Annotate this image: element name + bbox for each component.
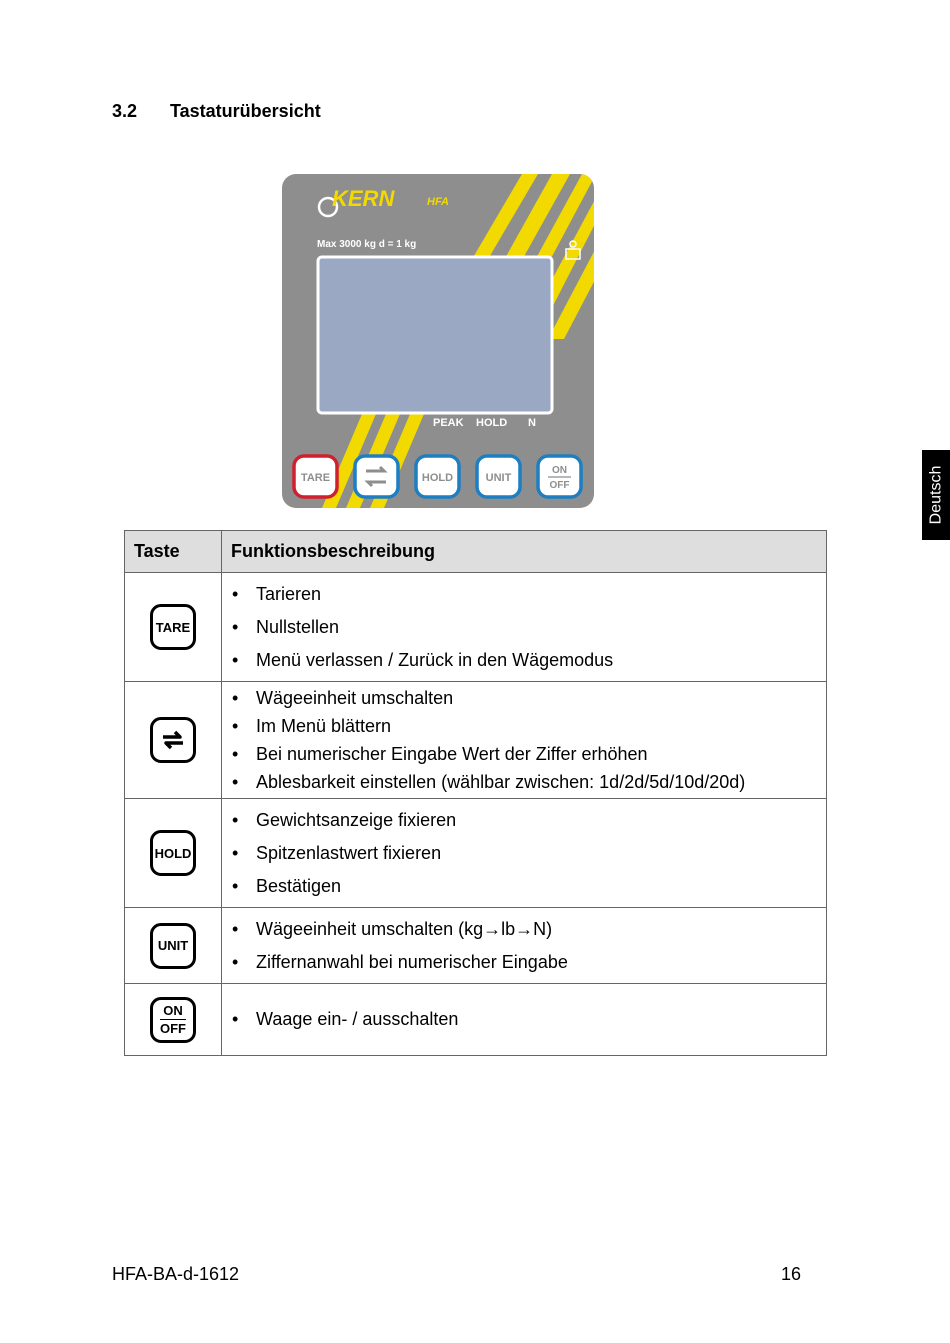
off-label: OFF xyxy=(160,1021,186,1036)
svg-text:ON: ON xyxy=(552,465,567,476)
list-item: • Waage ein- / ausschalten xyxy=(232,1003,816,1036)
section-title: Tastaturübersicht xyxy=(170,101,321,121)
column-header-key: Taste xyxy=(125,531,222,573)
list-item: • Im Menü blättern xyxy=(232,712,816,740)
language-label: Deutsch xyxy=(927,465,945,525)
section-heading xyxy=(112,101,321,122)
table-row xyxy=(125,984,827,1056)
language-side-tab xyxy=(922,450,950,540)
list-item: • Ziffernanwahl bei numerischer Eingabe xyxy=(232,946,816,979)
description-cell xyxy=(222,573,827,682)
list-item: • Tarieren xyxy=(232,578,816,611)
svg-text:KERN: KERN xyxy=(332,186,395,211)
on-label: ON xyxy=(160,1004,186,1020)
list-item: • Bei numerischer Eingabe Wert der Ziffer erhöhen xyxy=(232,740,816,768)
device-button-onoff xyxy=(538,456,581,497)
on-off-key-icon xyxy=(150,997,196,1043)
indicator-n: N xyxy=(528,417,536,429)
tare-key-icon: TARE xyxy=(150,604,196,650)
description-cell xyxy=(222,682,827,799)
table-row xyxy=(125,682,827,799)
list-item: • Wägeeinheit umschalten xyxy=(232,684,816,712)
device-button-toggle xyxy=(355,456,398,497)
device-button-tare xyxy=(294,456,337,497)
lcd-display xyxy=(318,257,552,413)
capacity-label: Max 3000 kg d = 1 kg xyxy=(317,239,417,250)
description-cell xyxy=(222,799,827,908)
list-item: • Spitzenlastwert fixieren xyxy=(232,837,816,870)
section-number: 3.2 xyxy=(112,101,138,121)
indicator-hold: HOLD xyxy=(476,417,508,429)
table-header-row xyxy=(125,531,827,573)
indicator-peak: PEAK xyxy=(433,417,464,429)
unit-key-icon: UNIT xyxy=(150,923,196,969)
description-cell xyxy=(222,984,827,1056)
toggle-arrows-key-icon xyxy=(150,717,196,763)
device-keypad-illustration xyxy=(282,174,594,508)
key-function-table xyxy=(124,530,827,1056)
list-item: • Ablesbarkeit einstellen (wählbar zwischen: 1d/2d/5d/10d/20d) xyxy=(232,768,816,796)
svg-text:OFF: OFF xyxy=(549,480,570,491)
device-button-hold xyxy=(416,456,459,497)
table-row xyxy=(125,908,827,984)
svg-text:HOLD: HOLD xyxy=(421,472,454,484)
key-cell xyxy=(125,908,222,984)
description-cell xyxy=(222,908,827,984)
key-cell xyxy=(125,573,222,682)
document-id: HFA-BA-d-1612 xyxy=(112,1264,240,1284)
key-cell xyxy=(125,799,222,908)
list-item: • Wägeeinheit umschalten (kg→lb→N) xyxy=(232,913,816,946)
svg-text:TARE: TARE xyxy=(300,472,331,484)
svg-text:UNIT: UNIT xyxy=(485,472,512,484)
column-header-description: Funktionsbeschreibung xyxy=(222,531,827,573)
key-cell xyxy=(125,984,222,1056)
hold-key-icon: HOLD xyxy=(150,830,196,876)
table-row xyxy=(125,799,827,908)
svg-text:HFA: HFA xyxy=(427,196,449,208)
device-button-unit xyxy=(477,456,520,497)
table-row xyxy=(125,573,827,682)
list-item: • Bestätigen xyxy=(232,870,816,903)
list-item: • Gewichtsanzeige fixieren xyxy=(232,804,816,837)
page-number: 16 xyxy=(781,1264,802,1284)
key-cell xyxy=(125,682,222,799)
list-item: • Nullstellen xyxy=(232,611,816,644)
list-item: • Menü verlassen / Zurück in den Wägemodus xyxy=(232,644,816,677)
